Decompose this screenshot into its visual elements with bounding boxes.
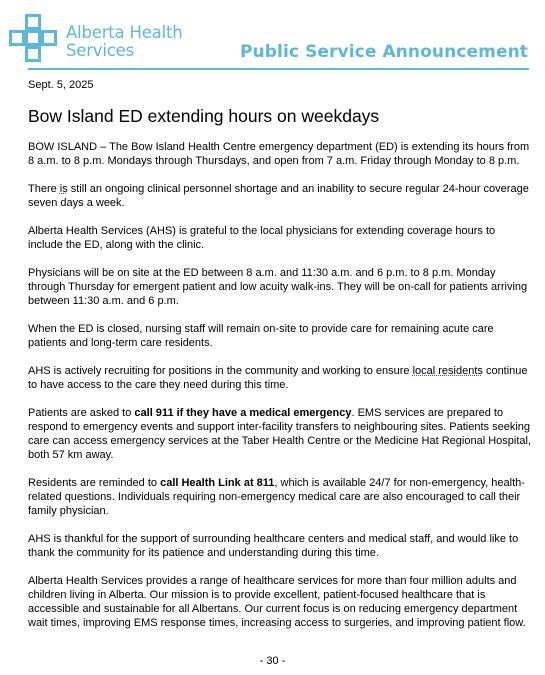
text-run: AHS is actively recruiting for positions in the community and working to ensure	[28, 365, 413, 377]
page-title: Bow Island ED extending hours on weekdays	[28, 106, 380, 126]
text-run: continue to have access to the care they need during this time.	[28, 365, 528, 391]
text-run: . EMS services are prepared to respond to emergency events and support inter-facility transfers to neighbouring sites. Patients seeking care can access emergency services at the Taber Health Centre or the Medicine Hat Regional Hospital, both 57 km away.	[28, 407, 531, 461]
grammar-flagged-phrase: local residents	[412, 365, 483, 377]
page-number: - 30 -	[259, 655, 286, 667]
announcement-label: Public Service Announcement	[240, 42, 528, 62]
article-body	[28, 140, 533, 644]
paragraph: When the ED is closed, nursing staff will remain on-site to provide care for remaining acute care patients and long-term care residents.	[28, 323, 494, 349]
text-run: still an ongoing clinical personnel shortage and an inability to secure regular 24-hour coverage seven days a week.	[28, 183, 529, 209]
paragraph: Physicians will be on site at the ED between 8 a.m. and 11:30 a.m. and 6 p.m. to 8 p.m. Monday through Thursday for emergent patient and low acuity walk-ins. They will be on-call for patients arriving between 11:30 a.m. and 6 p.m.	[28, 267, 528, 307]
grammar-flagged-word: is	[59, 183, 68, 195]
paragraph: AHS is thankful for the support of surrounding healthcare centers and medical staff, and would like to thank the community for its patience and understanding during this time.	[28, 533, 519, 559]
ahs-logo-icon	[9, 14, 57, 62]
paragraph: BOW ISLAND – The Bow Island Health Centre emergency department (ED) is extending its hours from 8 a.m. to 8 p.m. Mondays through Thursdays, and open from 7 a.m. Friday through Monday to 8 p.m.	[28, 141, 530, 167]
text-run: There	[28, 183, 60, 195]
text-run: Patients are asked to	[28, 407, 135, 419]
text-run: Residents are reminded to	[28, 477, 161, 489]
paragraph	[28, 182, 533, 210]
header-divider	[28, 68, 529, 70]
text-run: , which is available 24/7 for non-emergency, health-related questions. Individuals requiring non-emergency medical care are also encouraged to call their family physician.	[28, 477, 525, 517]
paragraph: Alberta Health Services (AHS) is grateful to the local physicians for extending coverage hours to include the ED, along with the clinic.	[28, 225, 496, 251]
emphasis-811: call Health Link at 811	[160, 477, 275, 489]
paragraph	[28, 364, 533, 392]
release-date: Sept. 5, 2025	[28, 79, 94, 91]
emphasis-911: call 911 if they have a medical emergency	[134, 407, 352, 419]
logo-line-1: Alberta Health	[66, 23, 183, 42]
paragraph: Alberta Health Services provides a range of healthcare services for more than four million adults and children living in Alberta. Our mission is to provide excellent, patient-focused healthcare that is accessible and sustainable for all Albertans. Our current focus is on reducing emergency department wait times, improving EMS response times, increasing access to surgeries, and improving patient flow.	[28, 575, 526, 629]
paragraph	[28, 406, 533, 462]
logo-line-2: Services	[66, 41, 134, 60]
paragraph	[28, 476, 533, 518]
logo-wordmark	[66, 24, 183, 60]
